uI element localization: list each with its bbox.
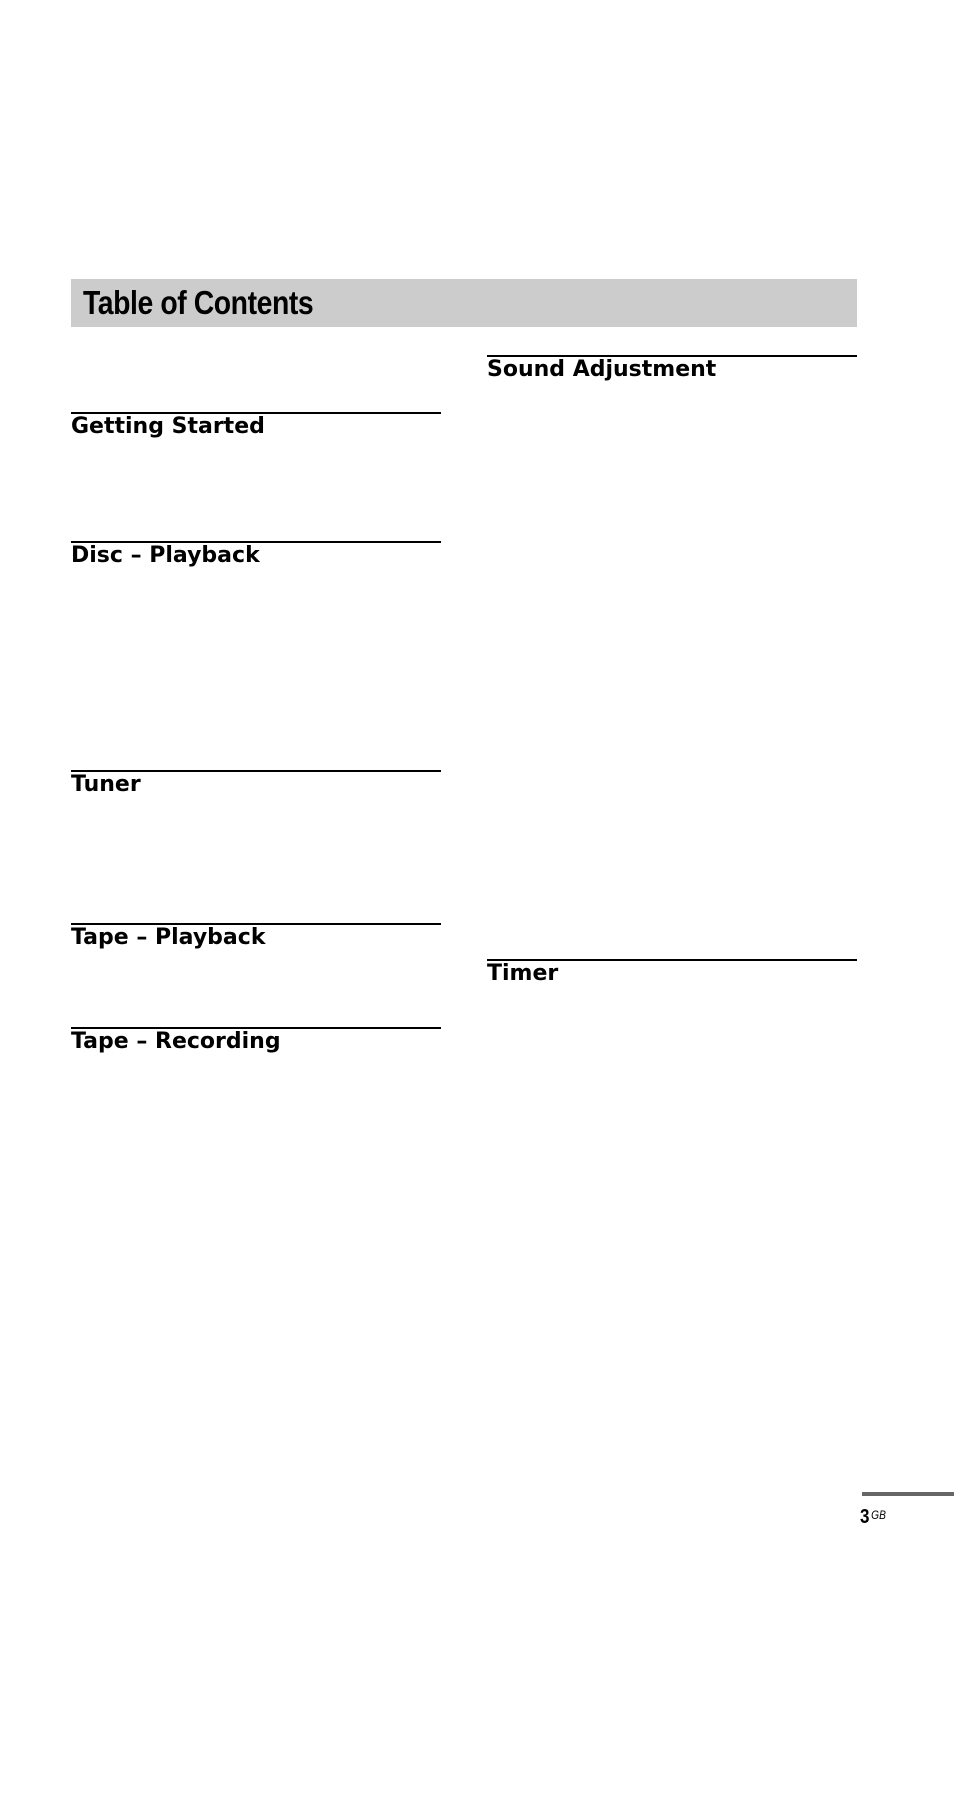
section-heading: Timer (487, 961, 559, 986)
section-heading: Tape – Playback (71, 925, 266, 950)
section-heading: Tuner (71, 772, 141, 797)
page-edge-rule (862, 1492, 954, 1496)
section-heading: Sound Adjustment (487, 357, 717, 382)
section-heading: Tape – Recording (71, 1029, 281, 1054)
section-tape-playback (71, 923, 441, 951)
section-disc-playback (71, 541, 441, 569)
section-heading: Getting Started (71, 414, 265, 439)
page-title: Table of Contents (83, 284, 314, 321)
page-number (860, 1505, 886, 1529)
section-timer (487, 959, 857, 987)
section-heading: Disc – Playback (71, 543, 260, 568)
section-tuner (71, 770, 441, 798)
section-getting-started (71, 412, 441, 440)
page-number-suffix: GB (871, 1508, 886, 1522)
section-sound-adjustment (487, 355, 857, 383)
section-tape-recording (71, 1027, 441, 1055)
toc-header-bar (71, 279, 857, 327)
page-number-value: 3 (860, 1506, 870, 1528)
